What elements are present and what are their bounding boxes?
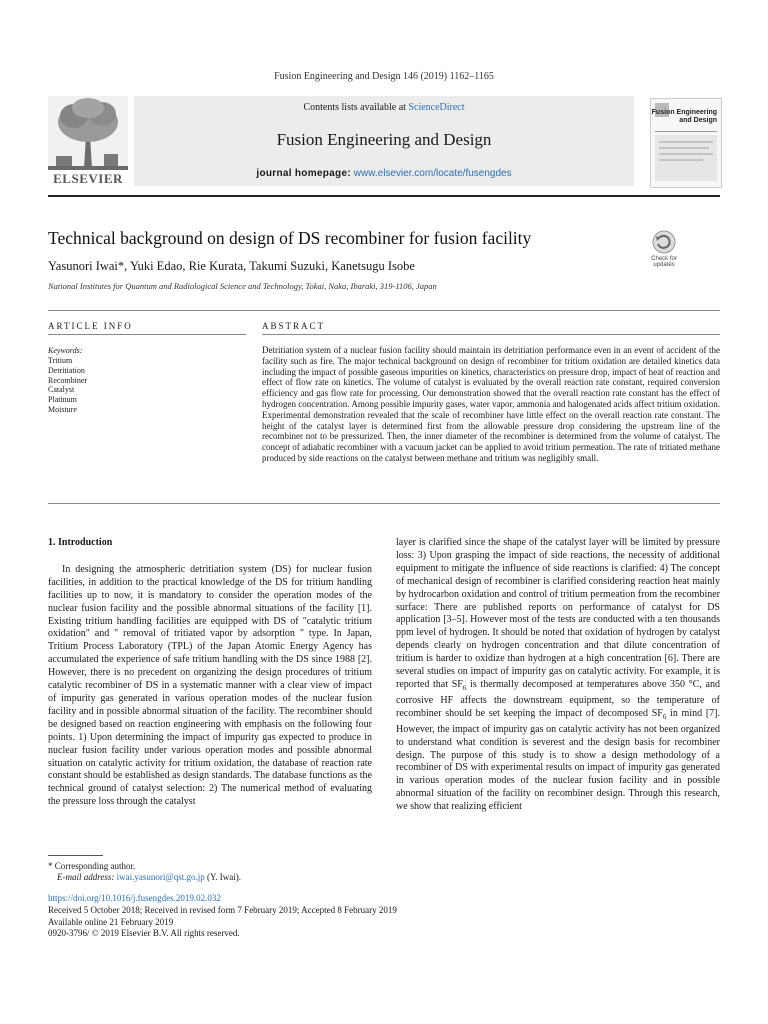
abstract-text: Detritiation system of a nuclear fusion facility should maintain its detritiation performance even in an event of accident of the facility such as fire. The major technical background on design of recombiner for tritium oxidation are detailed kinetics data including the impact of possible gaseous impurities on kinetics, characteristics on pressure drop, impact of heat of reaction and effect of flow rate on kinetics. The volume of catalyst is evaluated by the overall reaction rate constant, required conversion efficiency and gas flow rate for processing. Our demonstration showed that the overall reaction rate constant has the effect of hydrogen concentration. Among possible impurity gases, water vapor, ammonia and halogenated acids affect tritium oxidation. Experimental demonstration revealed that the scale of recombiner have little effect on the overall reaction rate constant. The height of the catalyst layer is determined first from the allowable pressure drop considering the upstream line of the recombiner not to be pressurized. Then, the inner diameter of the recombiner is determined from the volume of catalyst. The concept of adiabatic recombiner with a vacuum jacket can be applied to avoid tritium permeation. The rate of tritiated methane produced by side reactions on the catalyst between methane and tritium was negligibly small. <box>262 345 720 463</box>
abstract-bottom-rule <box>48 503 720 504</box>
intro-paragraph: In designing the atmospheric detritiation system (DS) for nuclear fusion facilities, in addition to the practical knowledge of the DS for tritium handling facilities up to now, it is mandatory to consider the operation modes of the nuclear fusion facility and the possible abnormal situations of the facility [1]. Existing tritium handling facilities are equipped with DS of "catalytic tritium oxidation" and " removal of tritiated vapor by adsorption " type. In Japan, Tritium Process Laboratory (TPL) of the Japan Atomic Energy Agency has accumulated the experience of safe tritium handling with the DS since 1988 [2]. However, there is no precedent on organizing the design procedures of tritium catalytic recombiner of DS in a systematic manner with a clear view of impact of impurity gas generated in various operation modes of the nuclear fusion facility and in possible abnormal situation of the facility. The recombiner should be designed based on reaction engineering with emphasis on the following four points. 1) Upon determining the impact of impurity gas expected to produce in nuclear fusion facility under various operation modes and possible abnormal situation on catalytic activity for tritium oxidation, the database of reaction rate constant should be established as design standards. The database functions as the technical ground of catalyst selection: 2) The numerical method of evaluating the pressure loss through the catalyst <box>48 563 372 808</box>
check-updates-icon <box>646 230 682 256</box>
meta-rule <box>48 310 720 311</box>
corresponding-author-note: * Corresponding author. <box>48 861 136 871</box>
journal-cover-thumbnail <box>650 98 722 188</box>
article-info-rule <box>48 334 246 335</box>
footnote-rule <box>48 855 103 856</box>
email-label: E-mail address: <box>57 872 115 882</box>
section-heading: 1. Introduction <box>48 537 113 548</box>
contents-prefix: Contents lists available at <box>303 102 409 113</box>
received-dates: Received 5 October 2018; Received in revised form 7 February 2019; Accepted 8 February 2019 <box>48 904 397 915</box>
left-column <box>48 537 372 809</box>
header-rule <box>48 195 720 197</box>
keyword: Recombiner <box>48 375 88 385</box>
keyword: Platinum <box>48 395 77 405</box>
keyword: Tritium <box>48 356 73 365</box>
keyword: Moisture <box>48 404 77 414</box>
affiliation: National Institutes for Quantum and Radiological Science and Technology, Tokai, Naka, Ibaraki, 319-1106, Japan <box>48 281 437 291</box>
article-title: Technical background on design of DS recombiner for fusion facility <box>48 228 532 248</box>
keywords-list <box>48 356 87 415</box>
journal-name: Fusion Engineering and Design <box>276 130 492 149</box>
email-note: E-mail address: iwai.yasunori@qst.go.jp (Y. Iwai). <box>57 872 242 882</box>
cover-title: Fusion Engineering and Design <box>651 109 717 124</box>
sciencedirect-link[interactable]: ScienceDirect <box>408 102 465 113</box>
doi-link[interactable]: https://doi.org/10.1016/j.fusengdes.2019.02.032 <box>48 893 221 903</box>
article-history <box>48 893 397 940</box>
homepage-link[interactable]: www.elsevier.com/locate/fusengdes <box>353 168 512 179</box>
keyword: Catalyst <box>48 385 75 395</box>
abstract-rule <box>262 334 720 335</box>
article-info-heading: ARTICLE INFO <box>48 321 133 331</box>
contents-line <box>134 102 634 113</box>
homepage-label: journal homepage: <box>256 168 351 179</box>
author-list: Yasunori Iwai*, Yuki Edao, Rie Kurata, Takumi Suzuki, Kanetsugu Isobe <box>48 259 415 273</box>
check-for-updates-badge[interactable] <box>646 230 682 270</box>
abstract-heading: ABSTRACT <box>262 321 326 331</box>
email-link[interactable]: iwai.yasunori@qst.go.jp <box>116 872 205 882</box>
journal-masthead <box>134 96 634 186</box>
publisher-name: ELSEVIER <box>53 171 123 186</box>
badge-label: Check for updates <box>651 256 677 268</box>
running-head: Fusion Engineering and Design 146 (2019) 1162–1165 <box>274 71 494 82</box>
journal-banner <box>48 96 720 188</box>
right-column <box>396 537 720 814</box>
elsevier-tree-logo-icon <box>48 96 128 186</box>
available-online: Available online 21 February 2019 <box>48 916 174 927</box>
keywords-label: Keywords: <box>48 346 83 355</box>
intro-continued: layer is clarified since the shape of the catalyst layer will be limited by pressure loss: 3) Upon grasping the impact of side reactions, the necessity of additional equipment to mitigate the influence of side reactions is clarified: 4) The concept of mechanical design of recombiner is clarified considering reaction heat mainly by hydrocarbon oxidation and control of tritium permeation from the recombiner surface: There are published reports on performance of catalyst for DS application [3–5]. However most of the tests are conducted with a ten thousands ppm level of hydrogen. It should be noted that oxidation of hydrogen by catalyst depends clearly on hydrogen concentration and that dilute concentration of tritium is harder to oxidize than hydrogen at a high concentration [6]. There are several studies on impact of impurity gas on catalytic activity. For example, it is reported that $SF_6$ is thermally decomposed at temperatures above 350 °C, and corrosive HF affects the downstream equipment, so the temperature of recombiner should be set keeping the impact of decomposed $SF_6$ in mind [7]. However, the impact of impurity gas on catalytic activity has not been organized to understand what condition is severest and the design basis for recombiner design. The purpose of this study is to show a design methodology of a recombiner of DS with experimental results on impact of impurity gas generated in various operation modes of the nuclear fusion facility and in possible abnormal situation of the facility on recombiner design. Through this research, we show that realizing efficient <box>396 537 720 813</box>
copyright: 0920-3796/ © 2019 Elsevier B.V. All rights reserved. <box>48 928 240 939</box>
keyword: Detritiation <box>48 365 85 375</box>
journal-homepage <box>134 168 634 179</box>
